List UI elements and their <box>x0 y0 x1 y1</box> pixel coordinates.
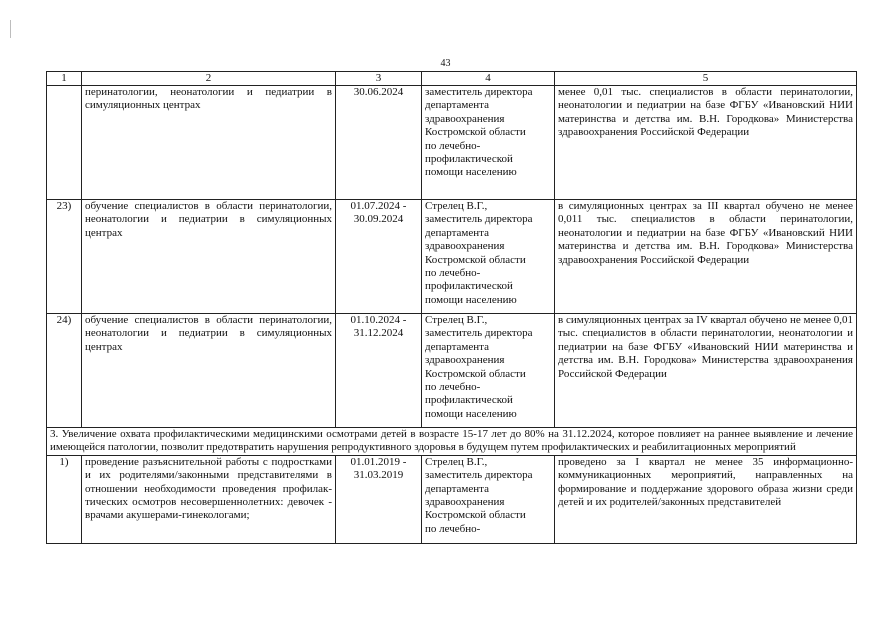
responsible-line: профилактической <box>425 153 513 166</box>
date-line: 01.10.2024 - <box>350 314 407 326</box>
responsible-line: по лечебно- <box>425 267 481 280</box>
responsible-line: Стрелец В.Г., <box>425 455 488 468</box>
column-header-5: 5 <box>555 72 857 86</box>
responsible-line: помощи населению <box>425 166 517 179</box>
responsible-line: заместитель директора <box>425 469 533 482</box>
row-number <box>47 86 82 200</box>
column-header-4: 4 <box>422 72 555 86</box>
responsible-line: заместитель директора <box>425 327 533 340</box>
date-cell <box>336 200 422 314</box>
table-row <box>47 200 857 314</box>
column-header-3: 3 <box>336 72 422 86</box>
responsible-line: здравоохранения <box>425 496 505 509</box>
responsible-line: Стрелец В.Г., <box>425 314 488 326</box>
responsible-cell <box>422 314 555 428</box>
activity-cell: проведение разъяснительной работы с подростками и их родителями/законными представителями в отношении необходимости проведения профилак-тических осмотров несовершеннолетних: девочек - врачами акушерами-гинекологами; <box>82 455 336 543</box>
responsible-line: Костромской области <box>425 126 526 139</box>
responsible-line: по лечебно- <box>425 522 481 535</box>
result-cell: в симуляционных центрах за III квартал обучено не менее 0,011 тыс. специалистов в области перинатологии, неонатологии и педиатрии на базе ФГБУ «Ивановский НИИ материнства и детства им. В.Н. Городкова» Министерства здравоохранения Российской Федерации <box>555 200 857 314</box>
responsible-line: заместитель директора <box>425 86 533 98</box>
responsible-cell <box>422 200 555 314</box>
responsible-line: департамента <box>425 340 489 353</box>
responsible-cell <box>422 455 555 543</box>
section-row <box>47 428 857 456</box>
activity-cell: обучение специалистов в области перинатологии, неонатологии и педиатрии в симуляционных центрах <box>82 314 336 428</box>
date-cell <box>336 86 422 200</box>
responsible-line: помощи населению <box>425 407 517 420</box>
activity-cell: обучение специалистов в области перинатологии, неонатологии и педиатрии в симуляционных центрах <box>82 200 336 314</box>
activity-cell: перинатологии, неонатологии и педиатрии в симуляционных центрах <box>82 86 336 200</box>
section-heading: 3. Увеличение охвата профилактическими медицинскими осмотрами детей в возрасте 15-17 лет до 80% на 31.12.2024, которое повлияет на раннее выявление и лечение имеющейся патологии, позволит предотвратить нарушения репродуктивного здоровья в будущем путем профилактических и реабилитационных мероприятий <box>47 428 857 456</box>
date-line: 01.07.2024 - <box>350 200 407 212</box>
responsible-line: Костромской области <box>425 253 526 266</box>
table-row <box>47 455 857 543</box>
responsible-line: департамента <box>425 226 489 239</box>
column-header-2: 2 <box>82 72 336 86</box>
date-cell <box>336 455 422 543</box>
date-cell <box>336 314 422 428</box>
margin-mark <box>10 20 11 38</box>
responsible-line: профилактической <box>425 280 513 293</box>
result-cell: менее 0,01 тыс. специалистов в области перинатологии, неонатологии и педиатрии на базе ФГБУ «Ивановский НИИ материнства и детства им. В.Н. Городкова» Министерства здравоохранения Российской Федерации <box>555 86 857 200</box>
responsible-line: помощи населению <box>425 293 517 306</box>
responsible-line: департамента <box>425 99 489 112</box>
row-number: 24) <box>47 314 82 428</box>
responsible-line: здравоохранения <box>425 354 505 367</box>
page-number: 43 <box>440 58 451 69</box>
responsible-line: департамента <box>425 482 489 495</box>
result-cell: проведено за I квартал не менее 35 информационно-коммуникационных мероприятий, направленных на формирование и поддержание здорового образа жизни среди детей и их родителей/законных представителей <box>555 455 857 543</box>
date-line: 31.03.2019 <box>353 469 404 482</box>
date-line: 01.01.2019 - <box>350 455 407 468</box>
result-cell: в симуляционных центрах за IV квартал обучено не менее 0,01 тыс. специалистов в области перинатологии, неонатологии и педиатрии на базе ФГБУ «Ивановский НИИ материнства и детства им. В.Н. Городкова» Министерства здравоохранения Российской Федерации <box>555 314 857 428</box>
date-line: 31.12.2024 <box>353 327 404 340</box>
responsible-line: здравоохранения <box>425 240 505 253</box>
plan-table <box>46 71 857 544</box>
responsible-line: Костромской области <box>425 509 526 522</box>
table-row <box>47 86 857 200</box>
header-row <box>47 72 857 86</box>
responsible-line: по лечебно- <box>425 381 481 394</box>
responsible-line: Костромской области <box>425 367 526 380</box>
row-number: 23) <box>47 200 82 314</box>
responsible-line: здравоохранения <box>425 112 505 125</box>
column-header-1: 1 <box>47 72 82 86</box>
responsible-cell <box>422 86 555 200</box>
responsible-line: по лечебно- <box>425 139 481 152</box>
row-number: 1) <box>47 455 82 543</box>
responsible-line: профилактической <box>425 394 513 407</box>
responsible-line: Стрелец В.Г., <box>425 200 488 212</box>
responsible-line: заместитель директора <box>425 213 533 226</box>
table-row <box>47 314 857 428</box>
date-line: 30.09.2024 <box>353 213 404 226</box>
date-line: 30.06.2024 <box>353 86 404 98</box>
